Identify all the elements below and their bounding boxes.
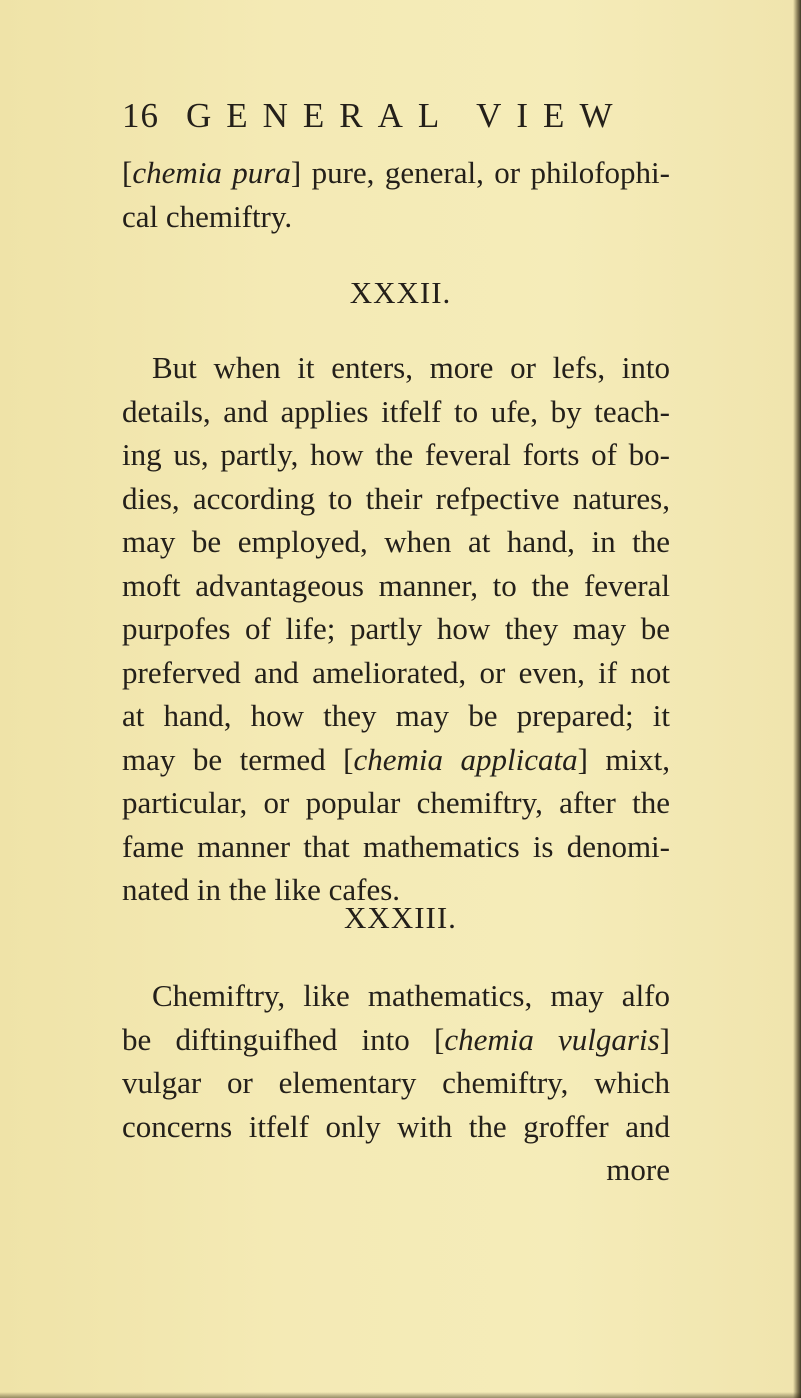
page-bottom-shadow — [0, 1392, 801, 1398]
text-line: details, and applies itfelf to ufe, by teach- — [122, 393, 670, 429]
running-head — [122, 92, 682, 140]
text-line: be diftinguifhed into [chemia vulgaris] — [122, 1021, 670, 1057]
text-line: [chemia pura] pure, general, or philofophi- — [122, 155, 670, 190]
text-line: But when it enters, more or lefs, into — [152, 350, 670, 385]
text-line: purpofes of life; partly how they may be — [122, 611, 670, 646]
section-numeral: XXXII. — [349, 275, 452, 310]
section-numeral: XXXIII. — [344, 900, 457, 935]
text-line: moft advantageous manner, to the feveral — [122, 567, 670, 603]
text-line: cal chemiftry. — [122, 198, 293, 234]
text-line: at hand, how they may be prepared; it — [122, 698, 670, 733]
page-number: 16 — [122, 96, 159, 135]
catchword: more — [606, 1152, 670, 1187]
running-title: GENERAL VIEW — [186, 96, 628, 135]
text-line: may be employed, when at hand, in the — [122, 524, 670, 559]
text-line: dies, according to their refpective natures, — [122, 480, 670, 516]
text-line: concerns itfelf only with the groffer and — [122, 1108, 670, 1144]
text-line: nated in the like cafes. — [122, 872, 401, 907]
section-paragraph — [122, 974, 670, 1192]
text-line: fame manner that mathematics is denomi- — [122, 828, 670, 864]
carryover-paragraph — [122, 151, 670, 238]
text-line: may be termed [chemia applicata] mixt, — [122, 741, 670, 777]
page-edge-shadow — [793, 0, 801, 1398]
text-line: vulgar or elementary chemiftry, which — [122, 1065, 670, 1100]
section-paragraph — [122, 346, 670, 912]
text-line: ing us, partly, how the feveral forts of bo- — [122, 437, 670, 472]
text-line: particular, or popular chemiftry, after the — [122, 785, 670, 820]
text-line: preferved and ameliorated, or even, if not — [122, 654, 670, 690]
text-line: Chemiftry, like mathematics, may alfo — [152, 978, 670, 1013]
